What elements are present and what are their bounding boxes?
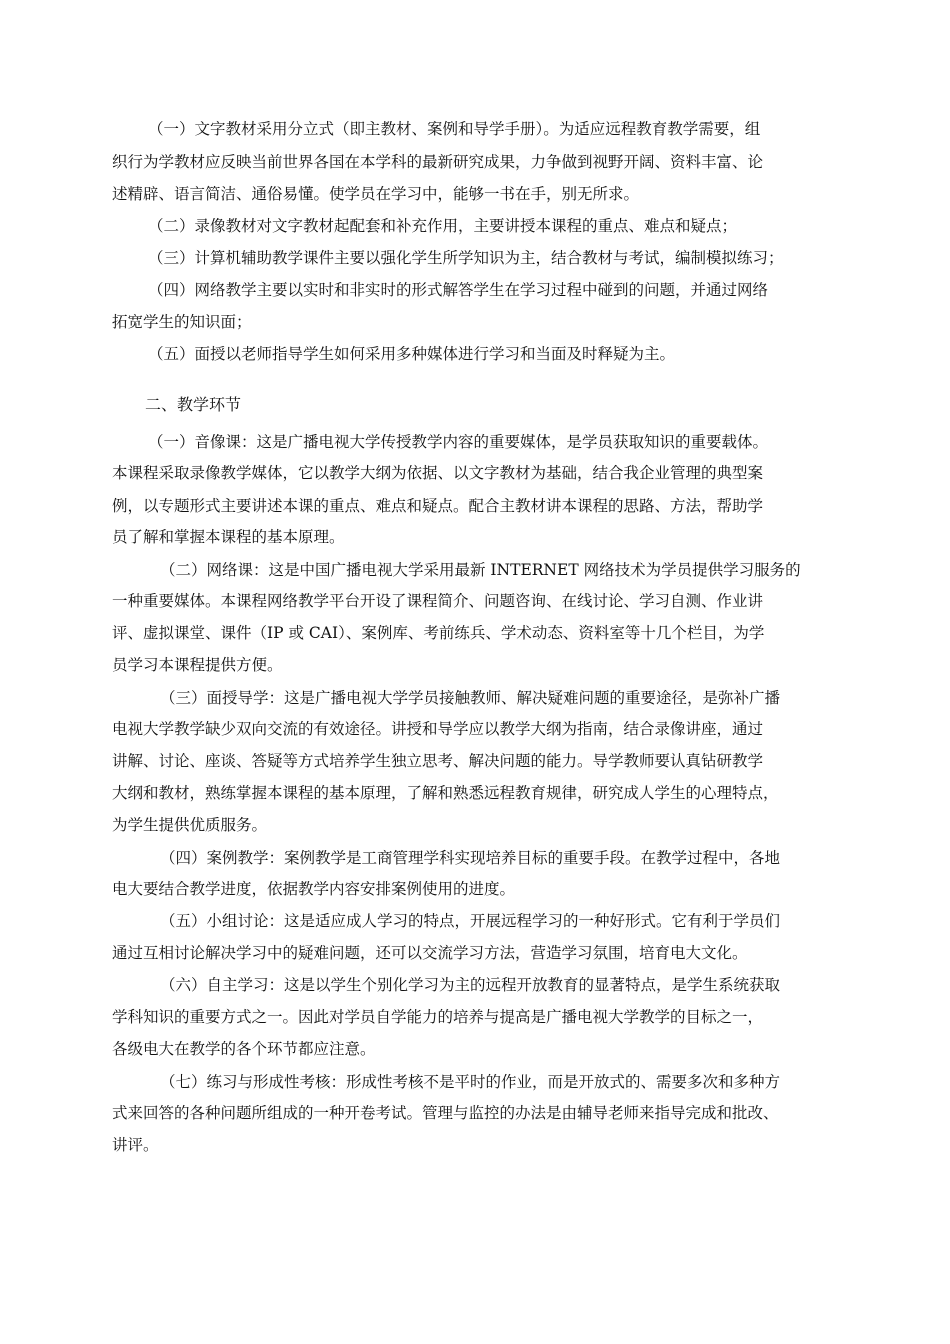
paragraph-line: 式来回答的各种问题所组成的一种开卷考试。管理与监控的办法是由辅导老师来指导完成和批改、	[112, 1104, 779, 1122]
paragraph-line: （六）自主学习：这是以学生个别化学习为主的远程开放教育的显著特点，是学生系统获取	[160, 976, 781, 994]
paragraph-line: 各级电大在教学的各个环节都应注意。	[112, 1040, 376, 1058]
paragraph-line: 织行为学教材应反映当前世界各国在本学科的最新研究成果，力争做到视野开阔、资料丰富、论	[112, 153, 764, 171]
paragraph-line: 电大要结合教学进度，依据教学内容安排案例使用的进度。	[112, 880, 516, 898]
paragraph-line: 为学生提供优质服务。	[112, 816, 268, 834]
paragraph-line: 本课程采取录像教学媒体，它以教学大纲为依据、以文字教材为基础，结合我企业管理的典型案	[112, 464, 764, 482]
paragraph-line: （四）网络教学主要以实时和非实时的形式解答学生在学习过程中碰到的问题，并通过网络	[148, 281, 769, 299]
paragraph-line: 讲评。	[112, 1136, 159, 1154]
paragraph-line: （七）练习与形成性考核：形成性考核不是平时的作业，而是开放式的、需要多次和多种方	[160, 1073, 781, 1091]
paragraph-line: 一种重要媒体。本课程网络教学平台开设了课程简介、问题咨询、在线讨论、学习自测、作业讲	[112, 592, 764, 610]
paragraph-line: 员学习本课程提供方便。	[112, 656, 283, 674]
paragraph-line: （三）计算机辅助教学课件主要以强化学生所学知识为主，结合教材与考试，编制模拟练习；	[148, 249, 784, 267]
paragraph-line: （五）小组讨论：这是适应成人学习的特点，开展远程学习的一种好形式。它有利于学员们	[160, 912, 781, 930]
paragraph-line: 学科知识的重要方式之一。因此对学员自学能力的培养与提高是广播电视大学教学的目标之一，	[112, 1008, 764, 1026]
paragraph-line: 电视大学教学缺少双向交流的有效途径。讲授和导学应以教学大纲为指南，结合录像讲座，通过	[112, 720, 764, 738]
paragraph-line: （一）音像课：这是广播电视大学传授教学内容的重要媒体，是学员获取知识的重要载体。	[148, 433, 769, 451]
paragraph-line: （五）面授以老师指导学生如何采用多种媒体进行学习和当面及时释疑为主。	[148, 345, 676, 363]
paragraph-line: （二）网络课：这是中国广播电视大学采用最新 INTERNET 网络技术为学员提供学习服务的	[160, 561, 801, 579]
section-heading: 二、教学环节	[145, 395, 242, 414]
paragraph-line: 大纲和教材，熟练掌握本课程的基本原理，了解和熟悉远程教育规律，研究成人学生的心理特点，	[112, 784, 779, 802]
paragraph-line: 拓宽学生的知识面；	[112, 313, 252, 331]
paragraph-line: 评、虚拟课堂、课件（IP 或 CAI）、案例库、考前练兵、学术动态、资料室等十几个栏目，为学	[112, 624, 765, 642]
paragraph-line: 员了解和掌握本课程的基本原理。	[112, 528, 345, 546]
paragraph-line: （四）案例教学：案例教学是工商管理学科实现培养目标的重要手段。在教学过程中，各地	[160, 849, 781, 867]
paragraph-line: （一）文字教材采用分立式（即主教材、案例和导学手册）。为适应远程教育教学需要，组	[148, 120, 761, 138]
paragraph-line: （二）录像教材对文字教材起配套和补充作用，主要讲授本课程的重点、难点和疑点；	[148, 217, 738, 235]
paragraph-line: 讲解、讨论、座谈、答疑等方式培养学生独立思考、解决问题的能力。导学教师要认真钻研教学	[112, 752, 764, 770]
paragraph-line: （三）面授导学：这是广播电视大学学员接触教师、解决疑难问题的重要途径，是弥补广播	[160, 689, 781, 707]
paragraph-line: 例，以专题形式主要讲述本课的重点、难点和疑点。配合主教材讲本课程的思路、方法，帮助学	[112, 497, 764, 515]
paragraph-line: 述精辟、语言简洁、通俗易懂。使学员在学习中，能够一书在手，别无所求。	[112, 185, 640, 203]
paragraph-line: 通过互相讨论解决学习中的疑难问题，还可以交流学习方法，营造学习氛围，培育电大文化。	[112, 944, 748, 962]
